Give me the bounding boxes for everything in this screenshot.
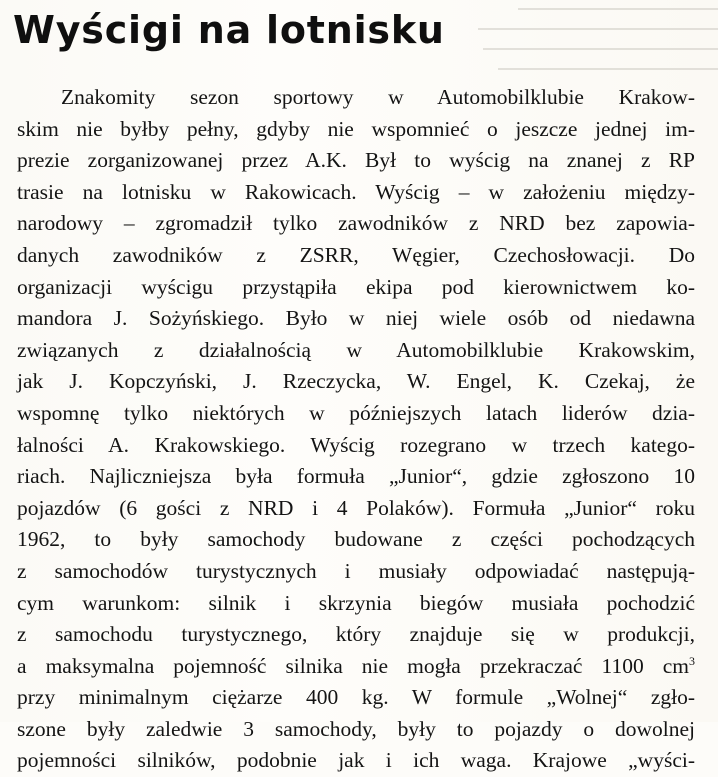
text-line: organizacji wyścigu przystąpiła ekipa pod kierownictwem ko- bbox=[17, 274, 695, 299]
text-line-main: a maksymalna pojemność silnika nie mogła przekraczać 1100 cm bbox=[17, 653, 689, 678]
article-body bbox=[17, 82, 695, 777]
text-line: trasie na lotnisku w Rakowicach. Wyścig – w założeniu między- bbox=[17, 179, 695, 204]
article-title: Wyścigi na lotnisku bbox=[13, 8, 445, 52]
text-line: pojazdów (6 gości z NRD i 4 Polaków). Formuła „Junior“ roku bbox=[17, 495, 695, 520]
text-line: wspomnę tylko niektórych w późniejszych latach liderów dzia- bbox=[17, 400, 695, 425]
text-line: cym warunkom: silnik i skrzynia biegów musiała pochodzić bbox=[17, 590, 695, 615]
text-line: z samochodów turystycznych i musiały odpowiadać następują- bbox=[17, 558, 695, 583]
text-line: mandora J. Sożyńskiego. Było w niej wiele osób od niedawna bbox=[17, 306, 695, 331]
text-line: skim nie byłby pełny, gdyby nie wspomnieć o jeszcze jednej im- bbox=[17, 116, 695, 141]
bleed-line bbox=[478, 28, 718, 30]
text-line: pojemności silników, podobnie jak i ich waga. Krajowe „wyści- bbox=[17, 748, 695, 773]
text-line: prezie zorganizowanej przez A.K. Był to wyścig na znanej z RP bbox=[17, 148, 695, 173]
superscript-three: 3 bbox=[689, 653, 695, 668]
bleed-line bbox=[483, 48, 718, 50]
text-line: łalności A. Krakowskiego. Wyścig rozegrano w trzech katego- bbox=[17, 432, 695, 457]
text-line: riach. Najliczniejsza była formuła „Junior“, gdzie zgłoszono 10 bbox=[17, 464, 695, 489]
bleed-through-text bbox=[468, 0, 718, 90]
text-line: związanych z działalnością w Automobilklubie Krakowskim, bbox=[17, 337, 695, 362]
text-line: Znakomity sezon sportowy w Automobilklubie Krakow- bbox=[61, 85, 695, 109]
text-line: 1962, to były samochody budowane z części pochodzących bbox=[17, 527, 695, 552]
bleed-line bbox=[498, 68, 718, 70]
text-line: jak J. Kopczyński, J. Rzeczycka, W. Engel, K. Czekaj, że bbox=[17, 369, 695, 394]
bleed-line bbox=[518, 8, 718, 10]
text-line-with-superscript bbox=[17, 651, 695, 683]
text-line: przy minimalnym ciężarze 400 kg. W formule „Wolnej“ zgło- bbox=[17, 685, 695, 710]
text-line: danych zawodników z ZSRR, Węgier, Czechosłowacji. Do bbox=[17, 242, 695, 267]
text-line: szone były zaledwie 3 samochody, były to pojazdy o dowolnej bbox=[17, 716, 695, 741]
text-line: narodowy – zgromadził tylko zawodników z NRD bez zapowia- bbox=[17, 211, 695, 236]
text-line: z samochodu turystycznego, który znajduje się w produkcji, bbox=[17, 622, 695, 647]
